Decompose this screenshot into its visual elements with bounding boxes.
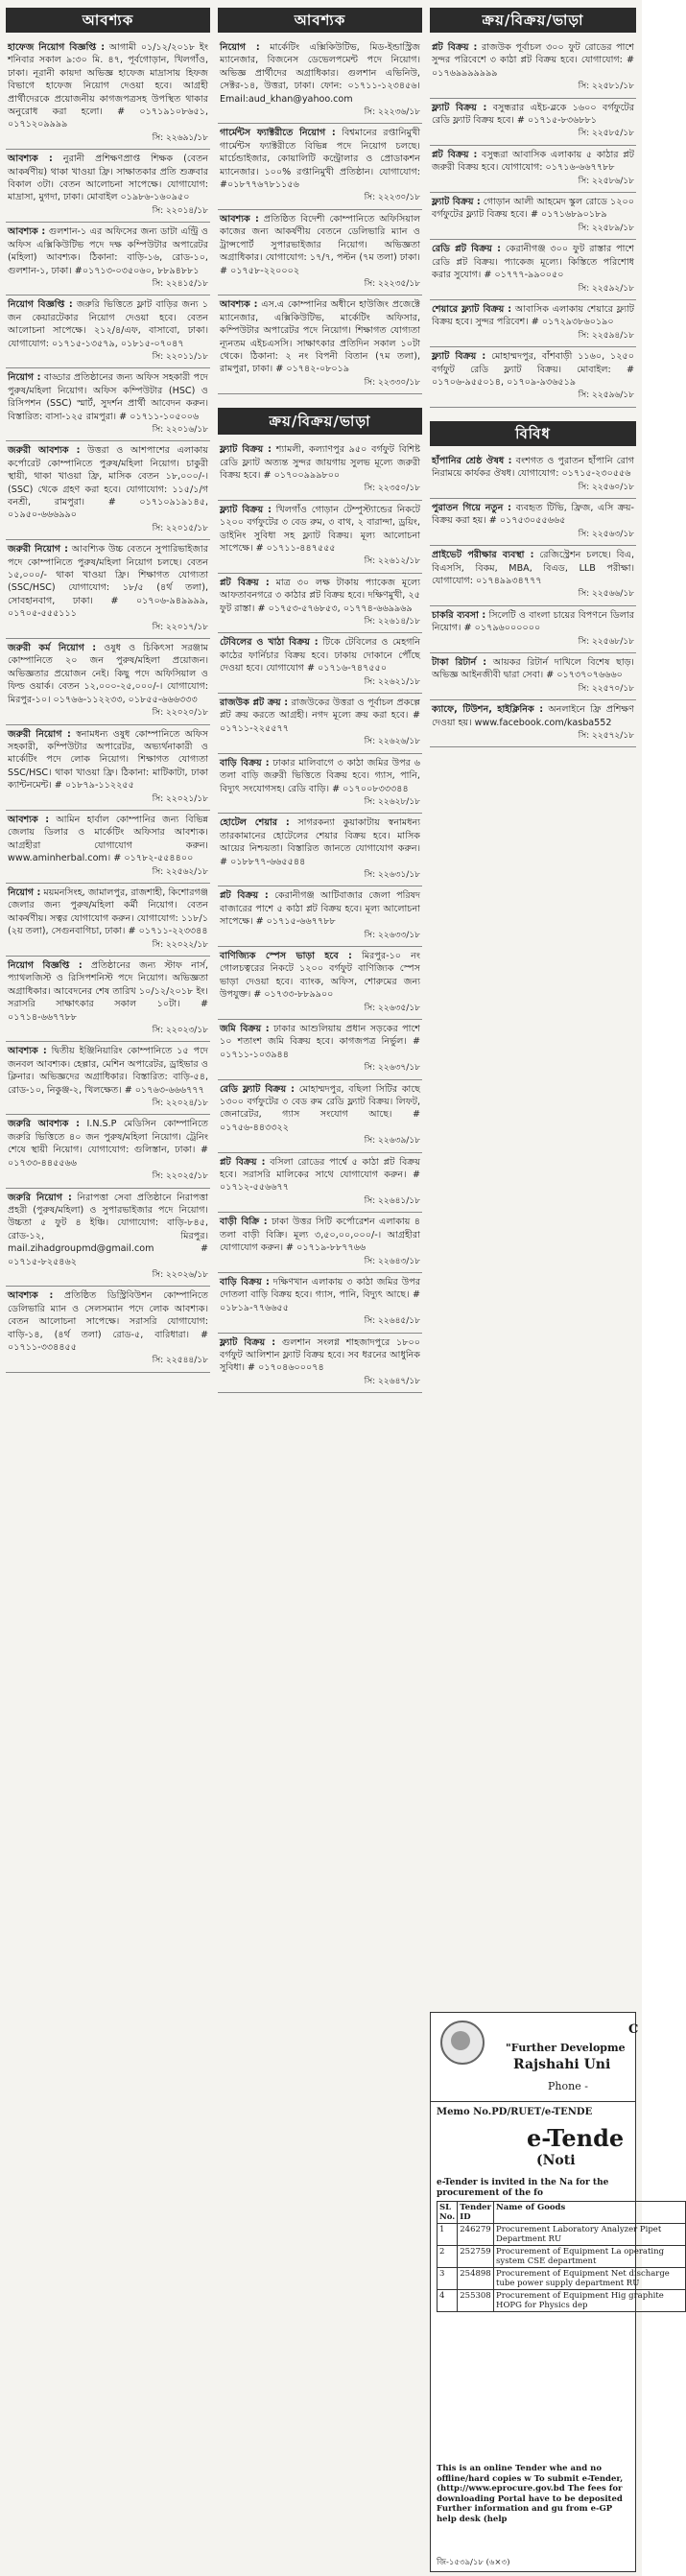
ad-code: সি: ২২৬৩৭/১৮ xyxy=(364,1063,420,1074)
ad-heading: রেডি ফ্ল্যাট বিক্রয় : xyxy=(220,1083,295,1095)
ad-body: শ্যামলী, কল্যাণপুর ৯৫০ বর্গফুট বিশিষ্ট রেডি ফ্ল্যাট অত্যন্ত সুন্দর জায়গায় সুলভ মূল্যে জরুরী বিক্রয় হবে। # ০১৭০০৯৯৯৮০০ xyxy=(220,444,420,481)
classified-ad xyxy=(6,884,210,957)
tender-title: e-Tende xyxy=(527,2124,625,2152)
tender-table-row xyxy=(438,2268,686,2290)
ad-code: সি: ২২৬১৪/১৮ xyxy=(364,617,420,627)
ad-heading: ফ্ল্যাট বিক্রয় : xyxy=(432,102,487,113)
ad-body: ব্যবহৃত টিভি, ফ্রিজ, এসি ক্রয়-বিক্রয় করা হয়। # ০১৭৫৩০৫৫৬৬৫ xyxy=(432,502,635,527)
ad-heading: নিয়োগ : xyxy=(8,886,41,898)
ad-code: সি: ২২৪১৫/১৮ xyxy=(152,278,208,289)
ad-code: সি: ২২৬৩১/১৮ xyxy=(364,869,420,880)
ad-body: দক্ষিণখান এলাকায় ৩ কাঠা জমির উপর দোতলা বাড়ি বিক্রয় হবে। গ্যাস, পানি, বিদ্যুৎ আছে। # ০১৮১৯-৭৭৬৬৫৫ xyxy=(220,1276,420,1313)
ad-body: উত্তরা ও আশপাশের এলাকায় কর্পোরেট কোম্পানিতে পুরুষ/মহিলা নিয়োগ। চাকুরী স্থায়ী, থাকা খাওয়া ফ্রি, মাসিক বেতন ১৮,০০০/-। (SSC) থেকে গ্রহণ করা হবে। যোগাযোগ: ১১৫/১/গ বনশ্রী, রামপুরা। # ০১৭১০৯১৯১৪৫, ০১৯৫০-৬৬৬৯৯০ xyxy=(8,445,208,521)
classified-ad xyxy=(6,38,210,150)
ad-heading: জরুরি নিয়োগ : xyxy=(8,1192,72,1203)
ad-body: অনলাইনে ফ্রি প্রশিক্ষণ দেওয়া হয়। www.facebook.com/kasba552 xyxy=(432,704,634,728)
ad-body: মাত্র ৩০ লক্ষ টাকায় প্যাকেজ মূল্যে আফতাবনগরে ৩ কাঠার প্লট বিক্রয় হবে। দক্ষিণমুখী, ২৫ ফুট রাস্তা। # ০১৭৫৩-৫৭৬৮৫৩, ০১৭৭৪-৬৬৯৯৬৯ xyxy=(220,577,420,614)
ad-body: আমিন হার্বাল কোম্পানির জন্য বিভিন্ন জেলায় ডিলার ও মার্কেটিং অফিসার আবশ্যক। আগ্রহীরা যোগাযোগ করুন। www.aminherbal.com। # ০১৭৮২-৫৫৪৪০০ xyxy=(8,814,208,864)
tender-cell-goods: Procurement of Equipment La operating system CSE department xyxy=(494,2246,686,2268)
ad-code: সি: ২২০১৭/১৮ xyxy=(152,622,208,632)
classified-ad xyxy=(218,947,422,1020)
classified-ad xyxy=(430,146,636,193)
ad-code: সি: ২২৫৮৫/১৮ xyxy=(578,129,634,139)
ad-heading: ফ্ল্যাট বিক্রয় : xyxy=(220,504,272,515)
ad-code: সি: ২২৬৪৫/১৮ xyxy=(364,1316,420,1327)
classified-ad xyxy=(430,700,636,747)
ad-heading: প্লট বিক্রয় : xyxy=(432,149,478,160)
ad-code: সি: ২২০১৪/১৮ xyxy=(152,205,208,216)
classified-ad xyxy=(218,1334,422,1394)
ad-heading: বাণিজ্যিক স্পেস ভাড়া হবে : xyxy=(220,950,352,961)
tender-table-row xyxy=(438,2290,686,2312)
ad-code: সি: ২২৬৪৭/১৮ xyxy=(364,1376,420,1386)
ad-code: সি: ২২৬৩৯/১৮ xyxy=(364,1136,420,1146)
ad-code: সি: ২২৬২১/১৮ xyxy=(364,676,420,687)
tender-cell-sl: 4 xyxy=(438,2290,458,2312)
classified-ad xyxy=(6,368,210,441)
ad-heading: ক্যাফে, টিউশন, হাইক্লিনিক : xyxy=(432,704,544,716)
classified-ad xyxy=(430,99,636,146)
ad-code: সি: ২২৫৮১/১৮ xyxy=(578,82,634,92)
ad-heading: হাঁপানির শ্রেষ্ঠ ঔষধ : xyxy=(432,455,512,466)
ad-body: প্রতিষ্ঠানের জন্য স্টাফ নার্স, প্যাথলজিস্ট ও রিসিপশনিস্ট পদে নিয়োগ। অভিজ্ঞতা অগ্রাধিকার। আবেদনের শেষ তারিখ ১০/১২/২০১৮ ইং। সরাসরি সাক্ষাৎকার সকাল ১০টা। # ০১৭১৪-৬৬৭৭৮৮ xyxy=(8,960,209,1023)
tender-letter-fragment: C xyxy=(628,2022,639,2037)
ad-heading: নিয়োগ বিজ্ঞপ্তি : xyxy=(8,299,73,311)
classified-ad xyxy=(218,295,422,394)
ad-heading: প্রাইভেট পরীক্ষার ব্যবস্থা : xyxy=(432,550,534,561)
ad-heading: আবশ্যক : xyxy=(8,1290,54,1302)
tender-table-row xyxy=(438,2246,686,2268)
ad-body: ঢাকার আশুলিয়ায় প্রধান সড়কের পাশে ১০ শতাংশ জমি বিক্রয় হবে। কাগজপত্র নির্ভুল। # ০১৭১১-১০৩৯৪৪ xyxy=(220,1024,420,1060)
ad-code: সি: ২২৫৮৯/১৮ xyxy=(578,223,634,233)
ad-code: সি: ২২৫৯৬/১৮ xyxy=(578,390,634,401)
ad-heading: রেডি প্লট বিক্রয় : xyxy=(432,244,501,255)
ad-code: সি: ২২৫৬৩/১৮ xyxy=(578,529,634,539)
tender-cell-id: 254898 xyxy=(458,2268,494,2290)
ad-heading: আবশ্যক : xyxy=(220,299,258,311)
ad-body: বসুন্ধরা আবাসিক এলাকায় ৫ কাঠার প্লট জরুরী বিক্রয় হবে। যোগাযোগ: ০১৭১৬-৬৬৭৭৮৮ xyxy=(432,149,634,174)
tender-cell-sl: 1 xyxy=(438,2224,458,2246)
column-1 xyxy=(6,8,210,1373)
ad-body: গোড়ান আলী আহমেদ স্কুল রোডে ১২০০ বর্গফুটের ফ্ল্যাট বিক্রয় হবে। # ০১৭১৬৮৯০১৮৯ xyxy=(432,197,634,221)
ad-code: সি: ২২০২২/১৮ xyxy=(152,939,208,950)
classified-ad xyxy=(6,223,210,295)
ad-body: নুরানী প্রশিক্ষণপ্রাপ্ত শিক্ষক (বেতন আকর্ষণীয়) থাকা খাওয়া ফ্রি। সাক্ষাতকার প্রতি শুক্রবার বিকাল ৩টা। বেতন আলোচনা সাপেক্ষে। যোগাযোগ: মাদ্রাসা, মুগদা, ঢাকা। মোবাইল ০১৯৮৬-১৬০৯৫০ xyxy=(8,154,208,203)
ad-body: নিরাপত্তা সেবা প্রতিষ্ঠানে নিরাপত্তা প্রহরী (পুরুষ/মহিলা) ও সুপারভাইজার পদে নিয়োগ। উচ্চতা ৫ ফুট ৪ ইঞ্চি। যোগাযোগ: বাড়ি-৮৪৫, রোড-১২, মিরপুর। mail.zihadgroupmd@gmail.com # ০১৭১৫-৮২৫৪৬২ xyxy=(8,1192,208,1267)
ad-heading: আবশ্যক : xyxy=(8,154,53,165)
tender-cell-id: 252759 xyxy=(458,2246,494,2268)
ad-body: মোহাম্মদপুর, বাঁশবাড়ী ১১৬০, ১২৫০ বর্গফুট রেডি ফ্ল্যাট বিক্রয়। মোবাইল: # ০১৭০৬-৯৫৫০১৪, ০১৭০৯-৯৩৬৫১৯ xyxy=(432,351,634,388)
classified-ad xyxy=(218,886,422,947)
ad-heading: জরুরী আবশ্যক : xyxy=(8,445,81,457)
header-sl: SL No. xyxy=(438,2202,458,2224)
ad-heading: প্লট বিক্রয় : xyxy=(220,577,270,588)
tender-project-line: "Further Developme xyxy=(506,2042,626,2054)
classified-ad xyxy=(6,639,210,724)
section-banner: ক্রয়/বিক্রয়/ভাড়া xyxy=(218,408,422,435)
ad-code: সি: ২২০২৬/১৮ xyxy=(152,1269,208,1280)
classified-ad xyxy=(6,441,210,540)
ad-body: মোহাম্মদপুর, বছিলা সিটির কাছে ১৩০০ বর্গফুটের ৩ বেড রুম রেডি ফ্ল্যাট বিক্রয়। লিফট, জেনারেটর, গ্যাস সংযোগ আছে। # ০১৭৫৬-৪৪৩৩২২ xyxy=(220,1083,420,1133)
classified-ad xyxy=(218,38,422,124)
tender-table-row xyxy=(438,2224,686,2246)
ad-body: বিশ্বমানের রপ্তানিমুখী গার্মেন্টস ফ্যাক্টরীতে বিভিন্ন পদে নিয়োগ চলছে। মার্চেন্ডাইজার, কোয়ালিটি কন্ট্রোলার ও প্রোডাকশন ম্যানেজার। ১০০% রপ্তানিমুখী প্রতিষ্ঠান। যোগাযোগ: #০১৮৭৭৬৭৮১১৫৬ xyxy=(220,128,420,191)
ad-heading: বাড়ি বিক্রয় : xyxy=(220,757,270,768)
ad-body: জরুরি ভিত্তিতে ফ্লাট বাড়ির জন্য ১ জন কেয়ারটেকার নিয়োগ দেওয়া হবে। বেতন আলোচনা সাপেক্ষে। ২১২/৪/এফ, বাসাবো, ঢাকা। যোগাযোগ: ০১৭১৫-১৩৫৭৯, ০১৮১৫-০৭০৪৭ xyxy=(8,299,208,349)
classified-ad xyxy=(430,546,636,606)
ad-body: ঢাকা উত্তর সিটি কর্পোরেশন এলাকায় ৪ তলা বাড়ী বিক্রি। মূল্য ৩,৫০,০০,০০০/-। আগ্রহীরা যোগাযোগ করুন। # ০১৭১৯-৮৮৭৭৬৬ xyxy=(220,1217,420,1254)
ad-code: সি: ২২০২১/১৮ xyxy=(152,793,208,804)
ad-list xyxy=(6,38,210,1373)
ad-body: রেজিস্ট্রেশন চলছে। বিএ, বিএসসি, বিকম, MBA, বিএড, LLB পরীক্ষা। যোগাযোগ: ০১৭৪৯৯৩৪৭৭৭ xyxy=(432,550,634,586)
ad-heading: জরুরি আবশ্যক : xyxy=(8,1119,80,1130)
classified-ad xyxy=(6,295,210,368)
ad-code: সি: ২২৫৪৪/১৮ xyxy=(152,1356,208,1366)
tender-cell-goods: Procurement Laboratory Analyzer Pipet Department RU xyxy=(494,2224,686,2246)
classified-ad xyxy=(6,811,210,884)
ad-list xyxy=(218,38,422,394)
ad-heading: গার্মেন্টস ফ্যাক্টরীতে নিয়োগ : xyxy=(220,128,336,139)
ad-heading: প্লট বিক্রয় : xyxy=(432,42,478,53)
ad-heading: আবশ্যক : xyxy=(8,1046,47,1057)
ad-heading: নিয়োগ : xyxy=(8,372,41,384)
ad-code: সি: ২২০১১/১৮ xyxy=(152,351,208,362)
e-tender-notice xyxy=(430,2012,670,2572)
classified-ad xyxy=(6,725,210,811)
ad-code: সি: ২২২৩৫/১৮ xyxy=(364,278,420,289)
ad-body: কেরানীগঞ্জ আটিবাজার জেলা পরিষদ বাজারের পাশে ৫ কাঠা প্লট বিক্রয় হবে। মূল্য আলোচনা সাপেক্ষে। # ০১৭১৫-৬৬৭৭৮৮ xyxy=(220,890,420,928)
ad-body: বাড্ডার প্রতিষ্ঠানের জন্য অফিস সহকারী পদে পুরুষ/মহিলা নিয়োগ। অফিস কম্পিউটার (HSC) ও রিসিপশন (SSC) স্মার্ট, সুদর্শন প্রার্থী আবেদন করুন। বিস্তারিত: বাসা-১২৫ রামপুরা। # ০১৭১১-১০৫০০৬ xyxy=(8,372,208,422)
ad-body: আবাসিক এলাকায় শেয়ারে ফ্ল্যাট বিক্রয় হবে। সুন্দর পরিবেশ। # ০১৭২৯৩৮৬০১৯০ xyxy=(432,303,634,328)
ad-heading: ফ্ল্যাট বিক্রয় : xyxy=(220,444,272,456)
ad-heading: প্লট বিক্রয় : xyxy=(220,1156,266,1168)
column-3 xyxy=(430,8,636,747)
classified-ad xyxy=(218,814,422,886)
ad-body: I.N.S.P মেডিসিন কোম্পানিতে জরুরি ভিত্তিতে ৪০ জন পুরুষ/মহিলা নিয়োগ। ট্রেনিং শেষে স্থায়ী নিয়োগ। যোগাযোগ: গুলিস্তান, ঢাকা। # ০১৭৩৩-৪৪৫৫৬৬ xyxy=(8,1119,208,1169)
tender-cell-sl: 2 xyxy=(438,2246,458,2268)
ad-heading: হাফেজ নিয়োগ বিজ্ঞপ্তি : xyxy=(8,42,106,53)
ad-heading: ফ্ল্যাট বিক্রয় : xyxy=(432,351,486,363)
ad-code: সি: ২২৬২৬/১৮ xyxy=(364,737,420,747)
ad-heading: জরুরী কর্ম নিয়োগ : xyxy=(8,643,97,654)
ad-body: রাজউকের উত্তরা ও পূর্বাচল প্রকল্পে প্লট ক্রয় করতে আগ্রহী। নগদ মূল্যে ক্রয় করা হবে। # ০১৭১১-২২৫৫৭৭ xyxy=(220,697,420,734)
ad-code: সি: ২২৬১২/১৮ xyxy=(364,556,420,567)
classified-ad xyxy=(218,501,422,574)
ad-heading: ফ্ল্যাট বিক্রয় : xyxy=(432,197,481,208)
ad-code: সি: ২২৫৭২/১৮ xyxy=(578,731,634,742)
header-goods: Name of Goods xyxy=(494,2202,686,2224)
classified-ad xyxy=(6,1287,210,1372)
ad-heading: নিয়োগ বিজ্ঞপ্তি : xyxy=(8,960,83,971)
tender-phone-line: Phone - xyxy=(548,2080,588,2092)
ad-body: আয়কর রিটার্ন দাখিলে বিশেষ ছাড়। অভিজ্ঞ আইনজীবী দ্বারা সেবা। # ০১৭৩৭০৭৬৬৬০ xyxy=(432,657,634,681)
ad-code: সি: ২২০২৫/১৮ xyxy=(152,1171,208,1182)
ad-body: প্রতিষ্ঠিত ডিস্ট্রিবিউশন কোম্পানিতে ডেলিভারি ম্যান ও সেলসম্যান পদে লোক আবশ্যক। বেতন আলোচনা সাপেক্ষে। সরাসরি যোগাযোগ: বাড়ি-১৪, (৪র্থ তলা) রোড-৫, বারিধারা। # ০১৭১১-৩৩৪৪৫৫ xyxy=(8,1290,208,1353)
classified-ad xyxy=(430,193,636,240)
classified-ad xyxy=(430,300,636,347)
ad-code: সি: ২২০২৩/১৮ xyxy=(152,1026,208,1036)
ad-code: সি: ২২২৩০/১৮ xyxy=(364,193,420,203)
tender-table xyxy=(437,2201,686,2312)
ad-code: সি: ২২০২৪/১৮ xyxy=(152,1099,208,1109)
ad-code: সি: ২২০১৫/১৮ xyxy=(152,523,208,533)
ad-heading: হোটেল শেয়ার : xyxy=(220,817,290,829)
ad-heading: পুরাতন গিয়ে নতুন : xyxy=(432,502,512,513)
ad-heading: বাড়ি বিক্রয় : xyxy=(220,1276,270,1288)
university-logo-icon xyxy=(440,2021,485,2065)
tender-footer: This is an online Tender whe and no offline/hard copies w To submit e-Tender, (http://www.eprocure.gov.bd The fees for downloading Portal have to be deposited Further information and gu from e-GP help desk (help xyxy=(437,2464,624,2524)
classified-ad xyxy=(6,540,210,639)
tender-table-header xyxy=(438,2202,686,2224)
tender-code: জি-১৫৩৯/১৮ (৬×৩) xyxy=(437,2558,510,2567)
ad-body: টিকে টেবিলের ও মেহগনি কাঠের ফার্নিচার বিক্রয় হবে। ঢাকায় দোকানে পৌঁছে দেওয়া হবে। যোগাযোগ # ০১৭১৬-৭৪৭৫৫০ xyxy=(220,637,420,674)
ad-heading: আবশ্যক : xyxy=(8,226,46,238)
tender-intro: e-Tender is invited in the Na for the procurement of the fo xyxy=(437,2178,609,2198)
classified-ad xyxy=(218,440,422,501)
classified-ad xyxy=(430,347,636,408)
ad-body: স্বনামধন্য ওষুধ কোম্পানিতে অফিস সহকারী, কম্পিউটার অপারেটর, অভ্যর্থনাকারী ও মার্কেটিং পদে লোক নিয়োগ। শিক্ষাগত যোগ্যতা SSC/HSC। থাকা খাওয়া ফ্রি। ঠিকানা: মাটিকাটা, ঢাকা ক্যান্টনমেন্ট। # ০১৮৭৯-১১২২৫৫ xyxy=(8,728,208,792)
ad-heading: শেয়ারে ফ্ল্যাট বিক্রয় : xyxy=(432,303,512,315)
ad-code: সি: ২২৬৪৩/১৮ xyxy=(364,1256,420,1266)
classified-ad xyxy=(430,653,636,700)
section-banner: আবশ্যক xyxy=(6,8,210,33)
ad-heading: আবশ্যক : xyxy=(220,213,259,225)
ad-body: ওষুধ ও চিকিৎসা সরঞ্জাম কোম্পানিতে ২০ জন পুরুষ/মহিলা প্রয়োজন। অভিজ্ঞতার প্রয়োজন নেই। কিছু পদে অফিসিয়াল ও ফিল্ড ওয়ার্ক। বেতন ১২,০০০-২৫,০০০/-। যোগাযোগ: মিরপুর-১০। ০১৭৬৬-১১২২৩৩, ০১৮৫৫-৬৬৬৩৩৩ xyxy=(8,643,208,705)
ad-heading: জরুরী নিয়োগ : xyxy=(8,544,68,555)
tender-cell-sl: 3 xyxy=(438,2268,458,2290)
classified-ad xyxy=(6,1042,210,1115)
ad-list xyxy=(218,440,422,1393)
section-banner: বিবিধ xyxy=(430,421,636,446)
classified-ad xyxy=(218,1080,422,1153)
ad-code: সি: ২২৫৬২/১৮ xyxy=(152,866,208,877)
ad-body: দ্বিতীয় ইঞ্জিনিয়ারিং কোম্পানিতে ১৫ পদে জনবল আবশ্যক। হেল্পার, মেশিন অপারেটর, ড্রাইভার ও ক্লিনার। অভিজ্ঞদের অগ্রাধিকার। বিস্তারিত: বাড়ি-৫৪, রোড-১০, নিকুঞ্জ-২, খিলক্ষেত। # ০১৭৬৩-৬৬৬৭৭৭ xyxy=(8,1046,208,1096)
ad-heading: ফ্ল্যাট বিক্রয় : xyxy=(220,1336,276,1348)
classified-ad xyxy=(218,633,422,694)
ad-body: সাগরকন্যা কুয়াকাটায় স্বনামধন্য তারকামানের হোটেলের শেয়ার বিক্রয় হবে। মাসিক আয়ের নিশ্চয়তা। বিস্তারিত জানতে যোগাযোগ করুন। # ০১৮৮৭৭-৬৬৫৫৪৪ xyxy=(220,817,420,867)
classified-ad xyxy=(430,240,636,300)
ad-heading: জরুরী নিয়োগ : xyxy=(8,728,71,740)
tender-notice-label: (Noti xyxy=(536,2153,576,2168)
classified-ad xyxy=(218,210,422,295)
ad-body: আবশ্যিক উচ্চ বেতনে সুপারিভাইজার পদে কোম্পানিতে পুরুষ/মহিলা নিয়োগ চলছে। বেতন ১৫,০০০/- থাকা খাওয়া ফ্রি। শিক্ষাগত যোগ্যতা (SSC/HSC) যোগাযোগ: ১৮/৫ (৪র্থ তলা), সোবহানবাগ, ঢাকা। # ০১৭০৬-৯৪৯৯৯৯, ০১৭০৫-৫৫৫১১১ xyxy=(8,544,208,620)
ad-code: সি: ২২২৩৬/১৮ xyxy=(364,107,420,118)
classified-ad xyxy=(6,1115,210,1188)
ad-code: সি: ২২৫৯৪/১৮ xyxy=(578,330,634,341)
ad-code: সি: ২২৫৭০/১৮ xyxy=(578,683,634,694)
classified-ad xyxy=(218,754,422,815)
tender-university-line: Rajshahi Uni xyxy=(513,2057,611,2072)
ad-code: সি: ২২৬৯১/১৮ xyxy=(152,132,208,143)
ad-body: বসুন্ধরার এইচ-ব্লকে ১৬০০ বর্গফুটের রেডি ফ্ল্যাট বিক্রয় হবে। # ০১৭১৫-৮৩৬৮৮১ xyxy=(432,102,634,127)
ad-body: এস.এ কোম্পানির অধীনে হাউজিং প্রজেক্টে ম্যানেজার, এক্সিকিউটিভ, মার্কেটিং অফিসার, কম্পিউটার অপারেটর পদে নিয়োগ। শিক্ষাগত যোগ্যতা ন্যূনতম এইচএসসি। সাক্ষাৎকার প্রতিদিন সকাল ১০টা থেকে। ঠিকানা: ২ নং বিপনী বিতান (৭ম তলা), রামপুরা, ঢাকা। # ০১৭৪২-০৮০১৯ xyxy=(220,299,420,375)
section-banner: আবশ্যক xyxy=(218,8,422,33)
ad-heading: টাকা রিটার্ন : xyxy=(432,657,487,669)
classified-ad xyxy=(218,694,422,754)
ad-heading: জমি বিক্রয় : xyxy=(220,1024,270,1034)
ad-code: সি: ২২৬৪১/১৮ xyxy=(364,1195,420,1206)
ad-body: খিলগাঁও গোড়ান টেম্পুস্ট্যান্ডের নিকটে ১২০০ বর্গফুটের ৩ বেড রুম, ৩ বাথ, ২ বারান্দা, ড্রয়িং, ডাইনিং সুবিধা সহ ফ্ল্যাট বিক্রয়। মূল্য আলোচনা সাপেক্ষে। # ০১৭১১-৪৪৭৫৫৫ xyxy=(220,504,420,554)
classified-ad xyxy=(6,1189,210,1288)
tender-cell-goods: Procurement of Equipment Net discharge tube power supply department RU xyxy=(494,2268,686,2290)
ad-body: ঢাকার মালিবাগে ৩ কাঠা জমির উপর ৬ তলা বাড়ি জরুরী ভিত্তিতে বিক্রয় হবে। গ্যাস, পানি, বিদ্যুৎ সংযোগসহ। রেডি বাড়ি। # ০১৭০০৮৩৩৩৪৪ xyxy=(220,757,420,794)
ad-body: রাজউক পূর্বাচল ৩০০ ফুট রোডের পাশে সুন্দর পরিবেশে ৩ কাঠা প্লট বিক্রয় হবে। যোগাযোগ: # ০১৭৬৯৯৯৯৯৯৯ xyxy=(432,42,634,79)
ad-body: গুলশান সংলগ্ন শাহজাদপুরে ১৮০০ বর্গফুট আলিশান ফ্ল্যাট বিক্রয় হবে। সব ধরনের আধুনিক সুবিধা। # ০১৭০৪৬০০০৭৪ xyxy=(220,1336,420,1374)
tender-cell-id: 246279 xyxy=(458,2224,494,2246)
classified-ad xyxy=(218,1020,422,1080)
ad-body: প্রতিষ্ঠিত বিদেশী কোম্পানিতে অফিসিয়াল কাজের জন্য আকর্ষণীয় বেতনে ডেলিভারি ম্যান ও ট্রান্সপোর্ট সুপারভাইজার নিয়োগ। অভিজ্ঞতা অগ্রাধিকার। যোগাযোগ: ১৭/৭, পল্টন (৭ম তলা) ঢাকা। # ০১৭৫৮-২২০০০২ xyxy=(220,213,420,276)
classified-ad xyxy=(430,606,636,653)
ad-heading: বাড়ী বিক্রি : xyxy=(220,1217,268,1228)
divider xyxy=(431,2101,635,2102)
ad-heading: নিয়োগ : xyxy=(220,42,260,53)
ad-body: কেরানীগঞ্জ ৩০০ ফুট রাস্তার পাশে রেডি প্লট বিক্রয়। প্যাকেজ মূল্যে। কিস্তিতে পরিশোধ করার সুযোগ। # ০১৭৭৭-৯৯০০৫০ xyxy=(432,244,634,281)
ad-body: মার্কেটিং এক্সিকিউটিভ, মিড-ইন্ডাস্ট্রিজ ম্যানেজার, বিজনেস ডেভেলপমেন্ট পদে নিয়োগ। অভিজ্ঞ প্রার্থীদের অগ্রাধিকার। গুলশান এভিনিউ, সেক্টর-১৪, উত্তরা, ঢাকা। ফোন: ০১৭১১-১২৩৪৫৬। Email:aud_khan@yahoo.com xyxy=(220,42,420,105)
classified-ad xyxy=(6,957,210,1042)
ad-heading: রাজউক প্লট ক্রয় : xyxy=(220,697,289,709)
ad-heading: প্লট বিক্রয় : xyxy=(220,890,269,902)
classified-ad xyxy=(430,499,636,546)
ad-code: সি: ২২৫৯২/১৮ xyxy=(578,283,634,294)
classified-ad xyxy=(218,1213,422,1273)
ad-body: মিরপুর-১০ নং গোলচত্বরের নিকটে ১২০০ বর্গফুট বাণিজ্যিক স্পেস ভাড়া দেওয়া হবে। ব্যাংক, অফিস, শোরুমের জন্য উপযুক্ত। # ০১৭৩৩-৮৮৯৯০০ xyxy=(220,950,420,1001)
classified-ad xyxy=(430,38,636,99)
column-2 xyxy=(218,8,422,1393)
ad-body: সিলেটি ও বাংলা চায়ের বিপণনে ডিলার নিয়োগ। # ০১৭৯৬০০০০০০ xyxy=(432,609,634,634)
classified-ad xyxy=(6,150,210,223)
ad-body: গুলশান-১ এর অফিসের জন্য ডাটা এন্ট্রি ও অফিস এক্সিকিউটিভ পদে দক্ষ কম্পিউটার অপারেটর (মহিলা) আবশ্যক। ঠিকানা: বাড়ি-১৬, রোড-১০, গুলশান-১, ঢাকা। #০১৭১৩-০৩৫০৬০, ৮৮৯৪৮৮১ xyxy=(8,226,208,276)
section-banner: ক্রয়/বিক্রয়/ভাড়া xyxy=(430,8,636,33)
ad-list xyxy=(430,38,636,408)
ad-code: সি: ২২৩৩০/১৮ xyxy=(364,377,420,388)
ad-body: বসিলা রোডের পার্শ্বে ৫ কাঠা প্লট বিক্রয় হবে। সরাসরি মালিকের সাথে যোগাযোগ করুন। # ০১৭১২-৫৫৬৬৭৭ xyxy=(220,1156,420,1193)
ad-code: সি: ২২৬৩৩/১৮ xyxy=(364,930,420,940)
ad-heading: আবশ্যক : xyxy=(8,814,50,825)
header-tender-id: Tender ID xyxy=(458,2202,494,2224)
ad-heading: টেবিলের ও খাঠা বিক্রয় : xyxy=(220,637,319,649)
ad-code: সি: ২২০২০/১৮ xyxy=(152,708,208,719)
ad-heading: চাকরি ব্যবসা : xyxy=(432,609,486,621)
ad-code: সি: ২২৫৬৬/১৮ xyxy=(578,589,634,600)
classified-ad xyxy=(218,574,422,634)
classified-ad xyxy=(218,1273,422,1334)
ad-code: সি: ২২৫৮৬/১৮ xyxy=(578,176,634,186)
tender-cell-id: 255308 xyxy=(458,2290,494,2312)
ad-code: সি: ২২০১৬/১৮ xyxy=(152,424,208,435)
ad-code: সি: ২২৫৬৮/১৮ xyxy=(578,636,634,647)
ad-code: সি: ২২৩৫০/১৮ xyxy=(364,484,420,494)
ad-code: সি: ২২৬২৮/১৮ xyxy=(364,796,420,807)
tender-cell-goods: Procurement of Equipment Hig graphite HOPG for Physics dep xyxy=(494,2290,686,2312)
ad-list xyxy=(430,452,636,748)
classified-ad xyxy=(430,452,636,499)
classified-ad xyxy=(218,1153,422,1214)
ad-body: আগামী ০১/১২/২০১৮ ইং শনিবার সকাল ৯:৩০ মি. ৪৭, পূর্বগোড়ান, খিলগাঁও, ঢাকা। নূরানী কায়দা অভিজ্ঞ হাফেজ মাদ্রাসায় হিফজ বিভাগে হাফেজ নিয়োগ দেওয়া হবে। আগ্রহী প্রার্থীদেরকে প্রয়োজনীয় কাগজপত্রসহ উপস্থিত থাকার অনুরোধ করা হলো। # ০১৭১৯১০৮৬৫১, ০১৭১২০৯৯৯৯ xyxy=(8,42,208,130)
ad-code: সি: ২২৬৩৫/১৮ xyxy=(364,1003,420,1013)
ad-body: ময়মনসিংহ, জামালপুর, রাজশাহী, কিশোরগঞ্জ জেলার জন্য পুরুষ/মহিলা কর্মী নিয়োগ। বেতন আকর্ষণীয়। সত্বর যোগাযোগ করুন। যোগাযোগ: ১১৮/১ (২য় তলা), সেগুনবাগিচা, ঢাকা। # ০১৭১১-২২৩৩৪৪ xyxy=(8,886,208,937)
ad-code: সি: ২২৫৬০/১৮ xyxy=(578,482,634,492)
classified-ad xyxy=(218,124,422,209)
ad-body: বংশগত ও পুরাতন হাঁপানি রোগ নিরাময়ে কার্যকর ঔষধ। যোগাযোগ: ০১৭১৫-২৩০৫৫৬ xyxy=(432,455,634,480)
tender-memo-line: Memo No.PD/RUET/e-TENDE xyxy=(437,2107,593,2117)
